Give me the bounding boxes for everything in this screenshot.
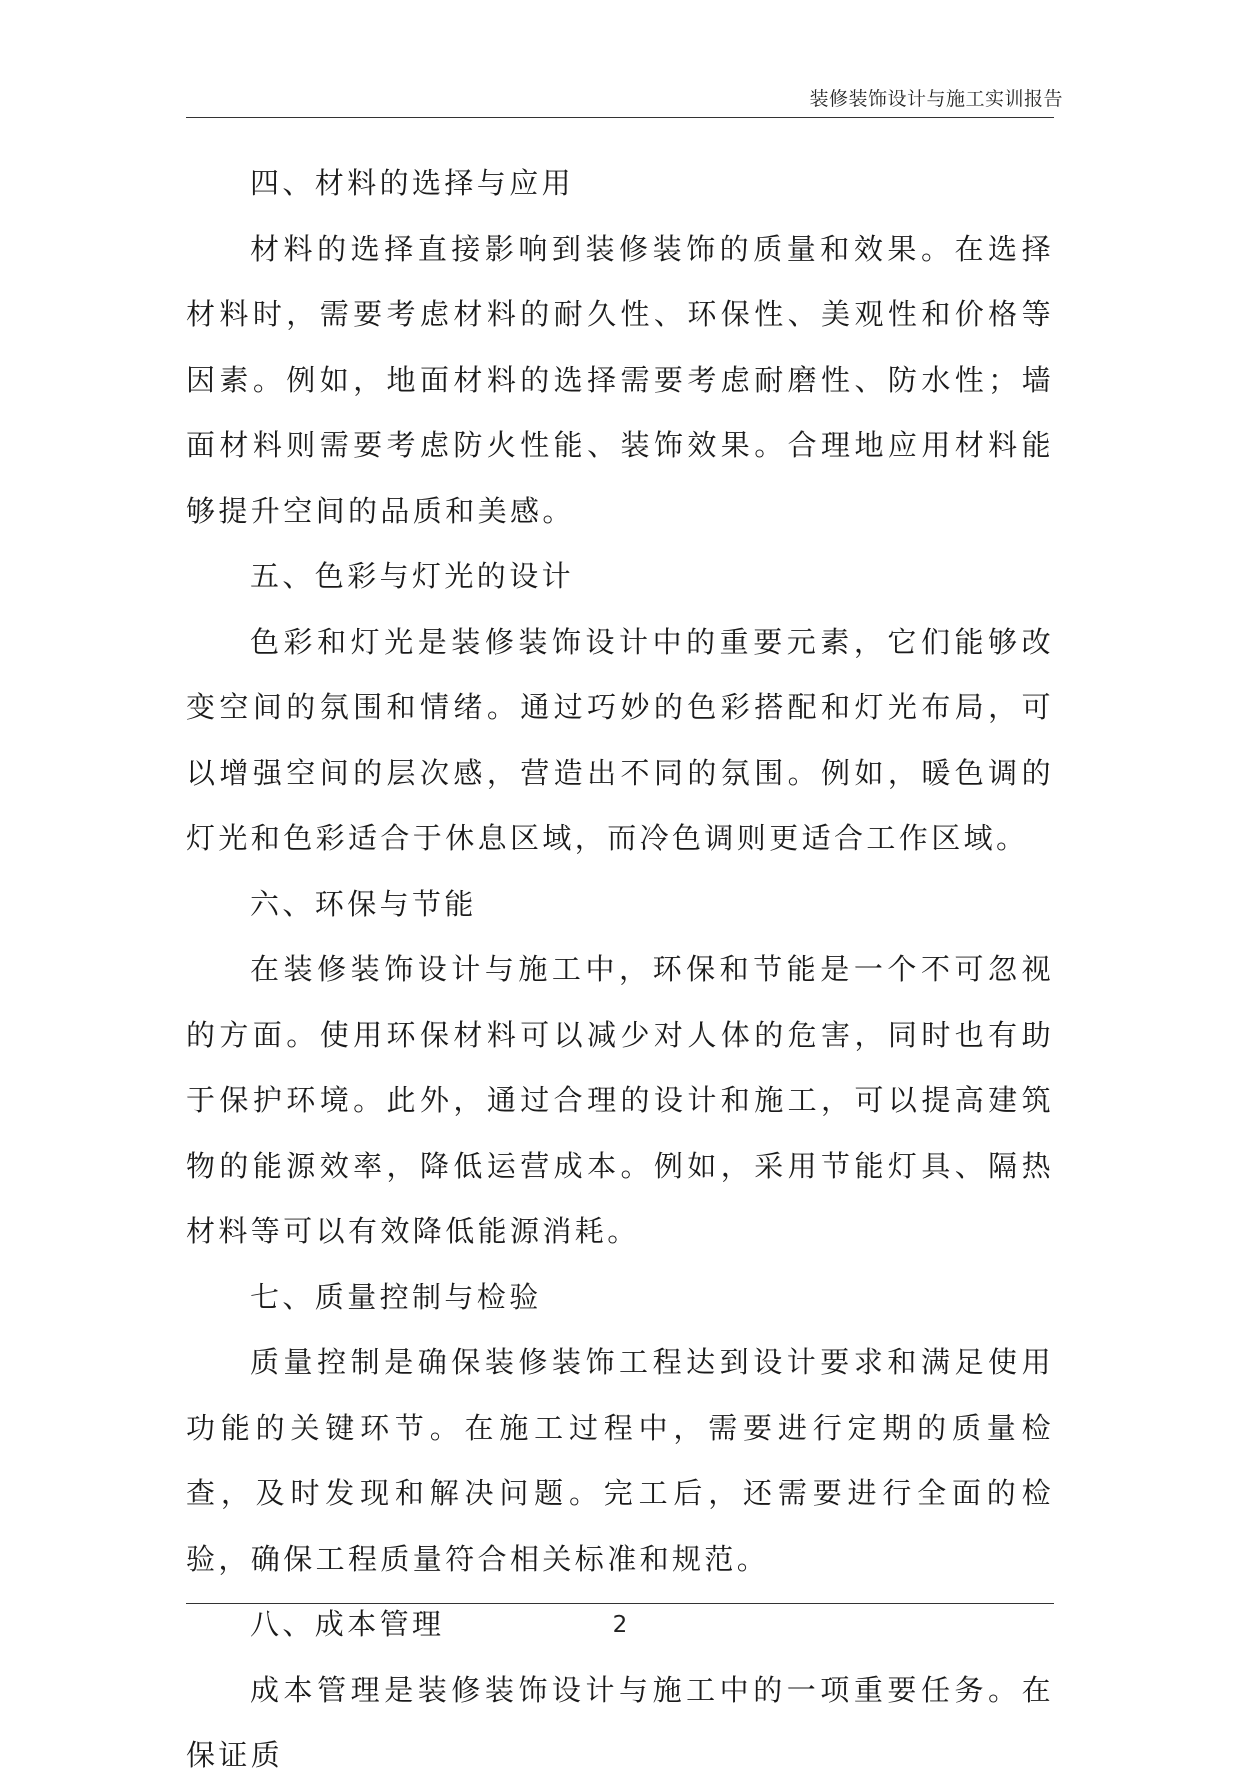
section-heading-cost-management: 八、成本管理: [250, 1607, 445, 1641]
section-paragraph-cost-management: 成本管理是装修装饰设计与施工中的一项重要任务。在保证质: [186, 1672, 1054, 1772]
page-header-title: 装修装饰设计与施工实训报告: [809, 88, 1063, 110]
section-paragraph-eco-energy: 在装修装饰设计与施工中，环保和节能是一个不可忽视的方面。使用环保材料可以减少对人体的危害，同时也有助于保护环境。此外，通过合理的设计和施工，可以提高建筑物的能源效率，降低运营成本。例如，采用节能灯具、隔热材料等可以有效降低能源消耗。: [186, 952, 1054, 1248]
section-paragraph-materials: 材料的选择直接影响到装修装饰的质量和效果。在选择材料时，需要考虑材料的耐久性、环保性、美观性和价格等因素。例如，地面材料的选择需要考虑耐磨性、防水性；墙面材料则需要考虑防火性能、装饰效果。合理地应用材料能够提升空间的品质和美感。: [186, 231, 1054, 528]
section-heading-materials: 四、材料的选择与应用: [250, 166, 575, 200]
section-heading-color-lighting: 五、色彩与灯光的设计: [250, 559, 575, 593]
document-body: [186, 151, 1054, 1789]
footer-rule: [186, 1603, 1054, 1604]
section-paragraph-color-lighting: 色彩和灯光是装修装饰设计中的重要元素，它们能够改变空间的氛围和情绪。通过巧妙的色彩搭配和灯光布局，可以增强空间的层次感，营造出不同的氛围。例如，暖色调的灯光和色彩适合于休息区域，而冷色调则更适合工作区域。: [186, 624, 1054, 855]
section-heading-eco-energy: 六、环保与节能: [250, 886, 477, 921]
section-heading-quality-control: 七、质量控制与检验: [250, 1279, 542, 1314]
header-rule: [186, 117, 1054, 118]
section-paragraph-quality-control: 质量控制是确保装修装饰工程达到设计要求和满足使用功能的关键环节。在施工过程中，需要进行定期的质量检查，及时发现和解决问题。完工后，还需要进行全面的检验，确保工程质量符合相关标准和规范。: [186, 1345, 1054, 1576]
page-number: 2: [612, 1612, 628, 1638]
